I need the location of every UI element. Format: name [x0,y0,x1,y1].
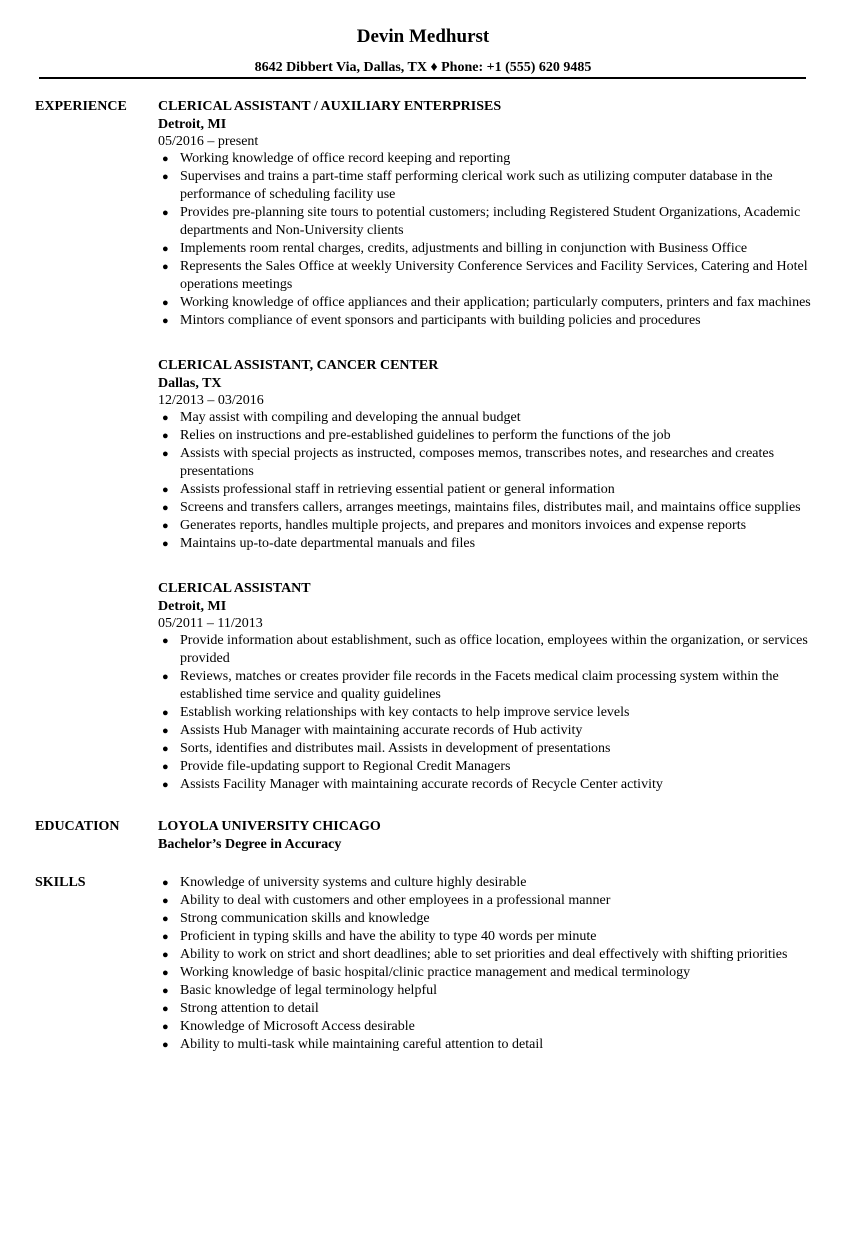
bullet-dot-icon: ● [162,448,169,460]
job-title: CLERICAL ASSISTANT / AUXILIARY ENTERPRISES [158,99,502,114]
bullet-dot-icon: ● [162,743,169,755]
job-bullet [158,240,814,258]
job-bullet [158,722,814,740]
skill-item [158,874,814,892]
bullet-text: Reviews, matches or creates provider file records in the Facets medical claim processing system within the established time service and quality guidelines [180,669,779,702]
bullet-text: Assists Hub Manager with maintaining accurate records of Hub activity [180,723,583,738]
job-bullet [158,150,814,168]
bullet-text: Represents the Sales Office at weekly University Conference Services and Facility Services, Catering and Hotel operations meetings [180,259,808,292]
bullet-dot-icon: ● [162,967,169,979]
bullet-dot-icon: ● [162,913,169,925]
job-entry [158,96,814,330]
bullet-text: Relies on instructions and pre-established guidelines to perform the functions of the job [180,428,671,443]
bullet-dot-icon: ● [162,1039,169,1051]
job-title: CLERICAL ASSISTANT, CANCER CENTER [158,358,439,373]
job-bullet [158,204,814,240]
job-bullet [158,445,814,481]
skill-item [158,982,814,1000]
job-bullet [158,258,814,294]
bullet-text: Proficient in typing skills and have the ability to type 40 words per minute [180,929,597,944]
bullet-text: Generates reports, handles multiple projects, and prepares and monitors invoices and expense reports [180,518,747,533]
bullet-text: Mintors compliance of event sponsors and participants with building policies and procedures [180,313,701,328]
header-divider [39,77,806,79]
job-bullet [158,535,814,553]
bullet-dot-icon: ● [162,538,169,550]
contact-line: 8642 Dibbert Via, Dallas, TX ♦ Phone: +1 (555) 620 9485 [254,60,592,75]
candidate-name: Devin Medhurst [356,26,490,47]
bullet-dot-icon: ● [162,707,169,719]
bullet-dot-icon: ● [162,877,169,889]
bullet-dot-icon: ● [162,315,169,327]
skill-item [158,1036,814,1054]
bullet-dot-icon: ● [162,949,169,961]
bullet-dot-icon: ● [162,1021,169,1033]
job-bullet [158,481,814,499]
bullet-dot-icon: ● [162,761,169,773]
education-school: LOYOLA UNIVERSITY CHICAGO [158,819,381,834]
bullet-dot-icon: ● [162,520,169,532]
bullet-text: Ability to deal with customers and other employees in a professional manner [180,893,611,908]
bullet-dot-icon: ● [162,171,169,183]
bullet-text: Assists professional staff in retrieving essential patient or general information [180,482,615,497]
job-bullet [158,499,814,517]
bullet-text: Provide information about establishment, such as office location, employees within the organization, or services provided [180,633,808,666]
section-label-skills: SKILLS [35,875,86,890]
bullet-dot-icon: ● [162,931,169,943]
job-bullet [158,168,814,204]
bullet-text: Establish working relationships with key contacts to help improve service levels [180,705,630,720]
skill-item [158,964,814,982]
job-title: CLERICAL ASSISTANT [158,581,311,596]
bullet-dot-icon: ● [162,261,169,273]
bullet-text: Basic knowledge of legal terminology helpful [180,983,437,998]
bullet-dot-icon: ● [162,412,169,424]
section-label-education: EDUCATION [35,819,120,834]
bullet-dot-icon: ● [162,1003,169,1015]
job-entry [158,578,814,794]
job-bullet-list [158,409,814,553]
bullet-dot-icon: ● [162,671,169,683]
bullet-text: Assists Facility Manager with maintaining accurate records of Recycle Center activity [180,777,663,792]
skill-item [158,1018,814,1036]
bullet-text: Strong attention to detail [180,1001,319,1016]
job-dates: 05/2011 – 11/2013 [158,616,263,631]
bullet-dot-icon: ● [162,430,169,442]
bullet-text: Implements room rental charges, credits, adjustments and billing in conjunction with Business Office [180,241,748,256]
bullet-dot-icon: ● [162,502,169,514]
bullet-text: Knowledge of university systems and culture highly desirable [180,875,527,890]
bullet-text: May assist with compiling and developing the annual budget [180,410,521,425]
resume-content [0,96,860,1072]
bullet-text: Working knowledge of basic hospital/clinic practice management and medical terminology [180,965,691,980]
education-section [0,816,860,854]
job-bullet [158,517,814,535]
bullet-dot-icon: ● [162,635,169,647]
bullet-dot-icon: ● [162,779,169,791]
job-dates: 05/2016 – present [158,134,259,149]
job-entry [158,355,814,553]
job-location: Dallas, TX [158,376,222,391]
bullet-text: Ability to multi-task while maintaining careful attention to detail [180,1037,544,1052]
job-dates: 12/2013 – 03/2016 [158,393,264,408]
bullet-text: Screens and transfers callers, arranges meetings, maintains files, distributes mail, and maintains office supplies [180,500,801,515]
bullet-text: Supervises and trains a part-time staff performing clerical work such as utilizing computer database in the performance of scheduling facility use [180,169,773,202]
job-bullet [158,704,814,722]
skills-list [158,872,814,1054]
job-bullet [158,312,814,330]
skill-item [158,910,814,928]
skill-item [158,928,814,946]
section-label-experience: EXPERIENCE [35,99,127,114]
job-location: Detroit, MI [158,117,227,132]
job-location: Detroit, MI [158,599,227,614]
bullet-text: Maintains up-to-date departmental manuals and files [180,536,476,551]
bullet-text: Assists with special projects as instructed, composes memos, transcribes notes, and researches and creates presentations [180,446,775,479]
bullet-text: Knowledge of Microsoft Access desirable [180,1019,415,1034]
job-bullet [158,740,814,758]
job-bullet [158,294,814,312]
bullet-text: Sorts, identifies and distributes mail. Assists in development of presentations [180,741,611,756]
bullet-dot-icon: ● [162,895,169,907]
job-bullet [158,668,814,704]
bullet-dot-icon: ● [162,725,169,737]
experience-section [0,96,860,794]
bullet-dot-icon: ● [162,153,169,165]
bullet-text: Working knowledge of office appliances and their application; particularly computers, printers and fax machines [180,295,811,310]
bullet-text: Ability to work on strict and short deadlines; able to set priorities and deal effectively with shifting priorities [180,947,788,962]
job-bullet-list [158,150,814,330]
skill-item [158,946,814,964]
bullet-text: Provides pre-planning site tours to potential customers; including Registered Student Organizations, Academic departments and Non-University clients [180,205,801,238]
bullet-text: Strong communication skills and knowledge [180,911,430,926]
bullet-dot-icon: ● [162,243,169,255]
job-bullet [158,776,814,794]
bullet-dot-icon: ● [162,484,169,496]
experience-jobs [158,96,814,794]
job-bullet-list [158,632,814,794]
bullet-dot-icon: ● [162,297,169,309]
job-bullet [158,758,814,776]
job-bullet [158,409,814,427]
skill-item [158,1000,814,1018]
skill-item [158,892,814,910]
job-bullet [158,632,814,668]
skills-section [0,872,860,1054]
bullet-text: Provide file-updating support to Regional Credit Managers [180,759,511,774]
job-bullet [158,427,814,445]
bullet-dot-icon: ● [162,985,169,997]
bullet-dot-icon: ● [162,207,169,219]
education-degree: Bachelor’s Degree in Accuracy [158,837,342,852]
bullet-text: Working knowledge of office record keeping and reporting [180,151,511,166]
